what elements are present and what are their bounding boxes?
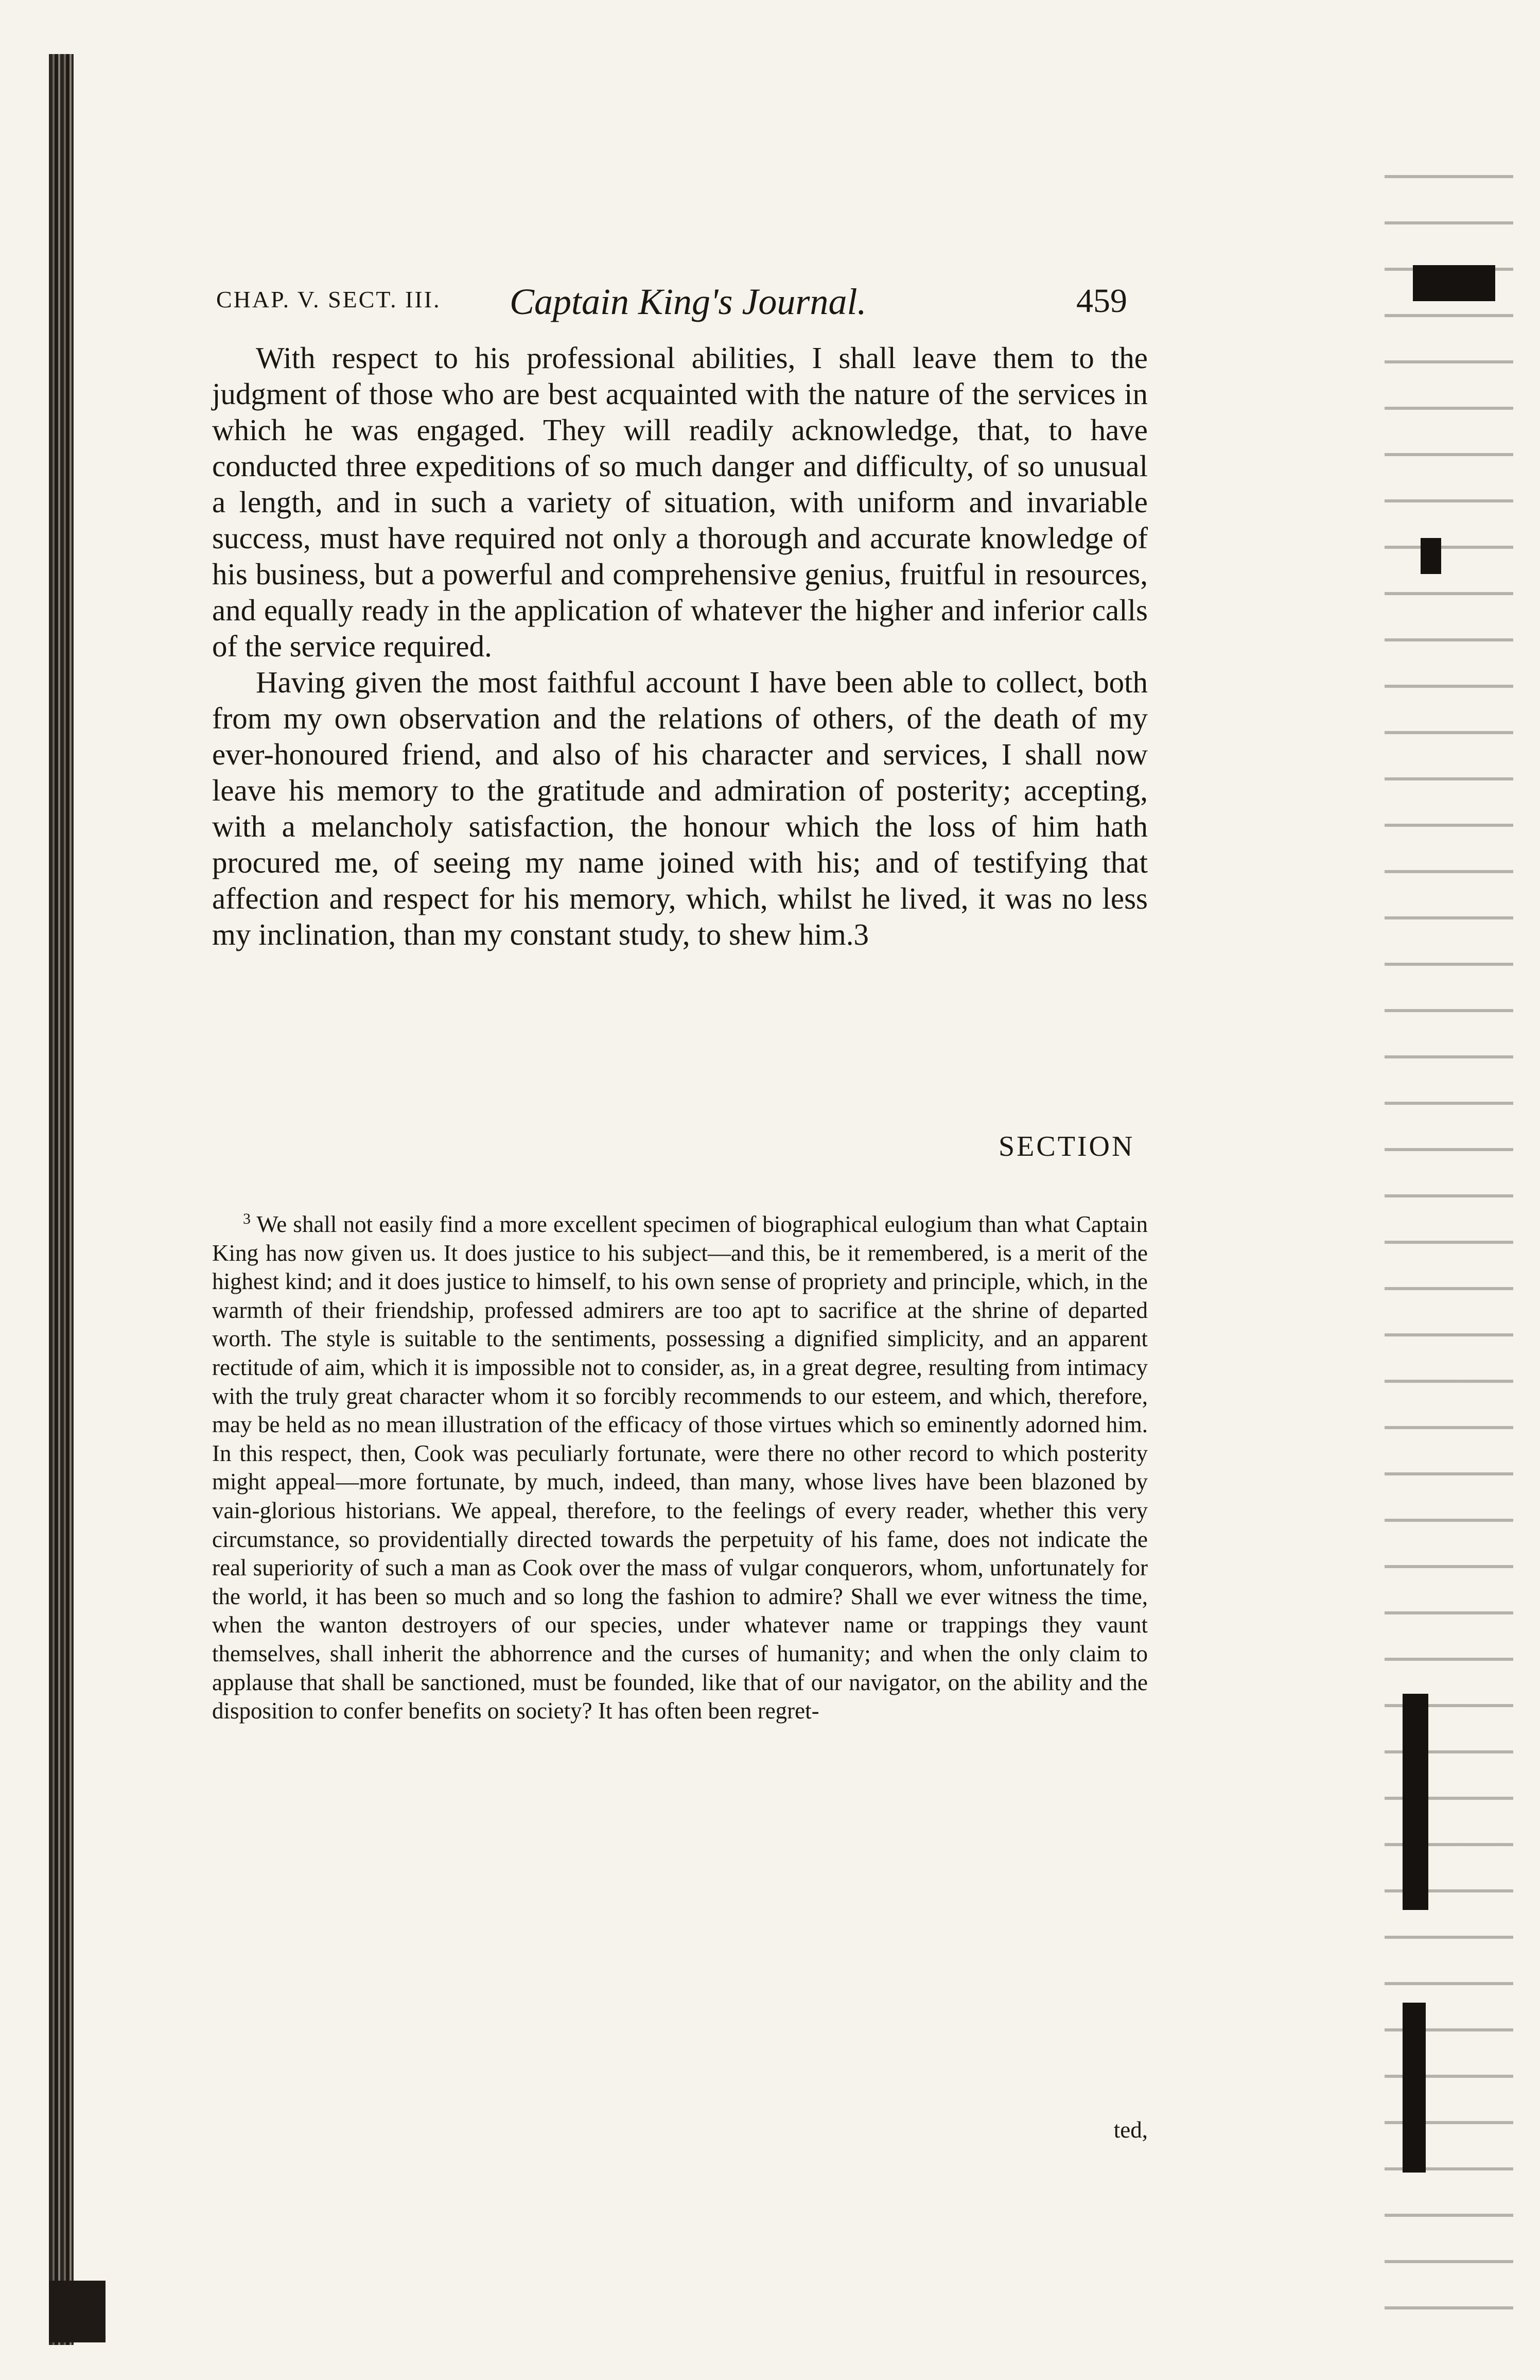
running-title: Captain King's Journal. [510, 281, 867, 322]
running-header [216, 281, 1127, 337]
footnote-body: We shall not easily find a more excellent specimen of biographical eulogium than what Captain King has now given us. It does justice to his subject—and this, be it remembered, is a merit of the highest kind; and it does justice to himself, to his own sense of propriety and principle, which, in the warmth of their friendship, professed admirers are too apt to sacrifice at the shrine of departed worth. The style is suitable to the sentiments, possessing a dignified simplicity, and an apparent rectitude of aim, which it is impossible not to consider, as, in a great degree, resulting from intimacy with the truly great character whom it so forcibly recommends to our esteem, and which, therefore, may be held as no mean illustration of the efficacy of those virtues which so eminently adorned him. In this respect, then, Cook was peculiarly fortunate, were there no other record to which posterity might appeal—more fortunate, by much, indeed, than many, whose lives have been blazoned by vain-glorious historians. We appeal, therefore, to the feelings of every reader, whether this very circumstance, so providentially directed towards the perpetuity of his fame, does not indicate the real superiority of such a man as Cook over the mass of vulgar conquerors, whom, unfortunately for the world, it has been so much and so long the fashion to admire? Shall we ever witness the time, when the wanton destroyers of our species, under whatever name or trappings they vaunt themselves, shall inherit the abhorrence and the curses of humanity; and when the only claim to applause that shall be sanctioned, must be founded, like that of our navigator, on the ability and the disposition to confer benefits on society? It has often been regret- [212, 1211, 1148, 1724]
footnote-text [212, 1205, 1148, 1726]
ink-bleed-mark [1403, 1694, 1428, 1910]
main-text [212, 340, 1148, 952]
ink-bleed-mark [1403, 2003, 1426, 2173]
ink-bleed-mark [1421, 538, 1441, 574]
chapter-heading: CHAP. V. SECT. III. [216, 286, 441, 312]
binding-corner [49, 2281, 106, 2342]
catchword: SECTION [999, 1131, 1135, 1162]
footnote-marker: 3 [243, 1210, 251, 1227]
footnote [212, 1205, 1148, 2143]
ink-bleed-mark [1413, 265, 1495, 301]
paragraph: Having given the most faithful account I have been able to collect, both from my own observation and the relations of others, of the death of my ever-honoured friend, and also of his character and services, I shall now leave his memory to the gratitude and admiration of posterity; accepting, with a melancholy satisfaction, the honour which the loss of him hath procured me, of seeing my name joined with his; and of testifying that affection and respect for his memory, which, whilst he lived, it was no less my inclination, than my constant study, to shew him.3 [212, 665, 1148, 951]
page-number: 459 [1076, 282, 1127, 320]
footnote-catchword: ted, [1113, 2117, 1148, 2143]
paragraph: With respect to his professional abilities, I shall leave them to the judgment of those who are best acquainted with the nature of the services in which he was engaged. They will readily acknowledge, that, to have conducted three expeditions of so much danger and difficulty, of so unusual a length, and in such a variety of situation, with uniform and invariable success, must have required not only a thorough and accurate knowledge of his business, but a powerful and comprehensive genius, fruitful in resources, and equally ready in the application of whatever the higher and inferior calls of the service required. [212, 341, 1148, 663]
binding-edge [49, 54, 74, 2345]
